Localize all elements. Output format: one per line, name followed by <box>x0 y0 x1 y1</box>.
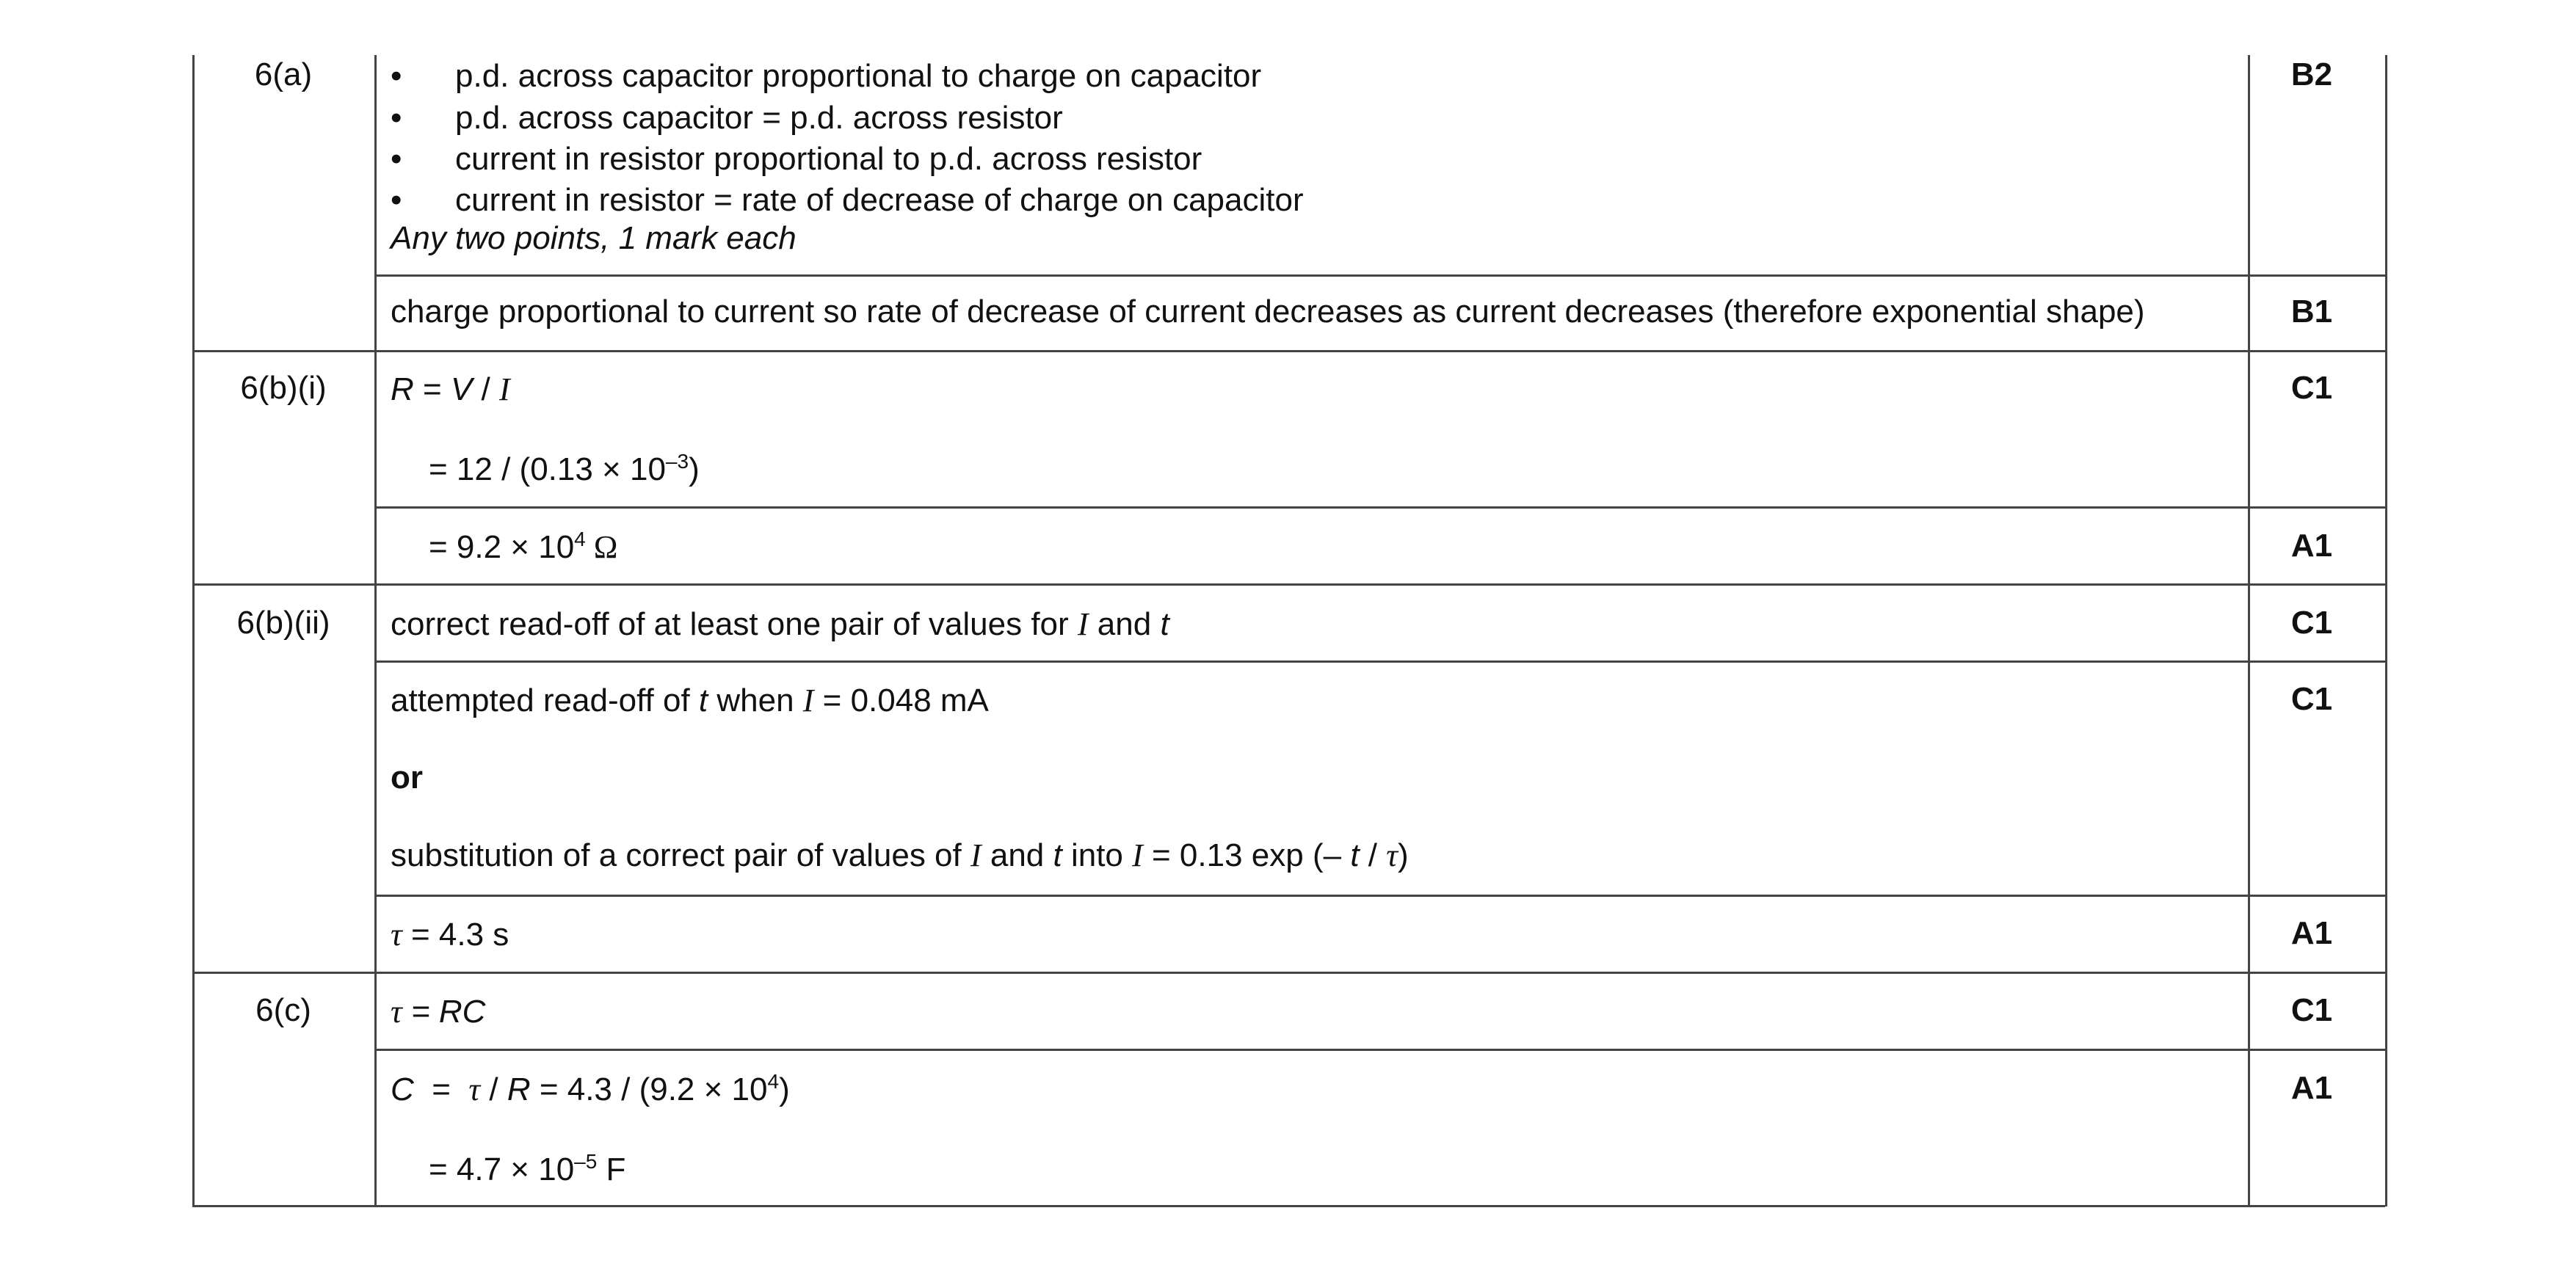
table-border-right <box>2385 55 2387 1206</box>
row-divider <box>192 583 2385 586</box>
mark-code: A1 <box>2290 1070 2333 1106</box>
answer-line: = $9.2 \times 10^4$ Ω <box>429 528 618 565</box>
equation-time-constant: τ = RC <box>391 994 486 1030</box>
bullet-glyph: • <box>391 182 402 218</box>
bullet-point: p.d. across capacitor proportional to charge on capacitor <box>455 58 1262 94</box>
row-divider <box>192 350 2385 352</box>
bullet-glyph: • <box>391 100 402 136</box>
question-number: 6(a) <box>254 57 313 92</box>
row-divider <box>374 274 2385 277</box>
mark-code: C1 <box>2290 992 2333 1028</box>
answer-line: τ = 4.3 s <box>391 917 509 953</box>
answer-line: = $4.7 \times 10^{-5}$ F <box>429 1150 626 1187</box>
mark-code: A1 <box>2290 915 2333 951</box>
marking-note: Any two points, 1 mark each <box>391 220 797 256</box>
mark-code: C1 <box>2290 370 2333 406</box>
substitution-line: = $12 / (0.13 \times 10^{-3})$ <box>429 450 700 487</box>
mark-scheme-table <box>192 0 2385 1206</box>
mark-code: B2 <box>2290 57 2333 92</box>
row-divider <box>192 972 2385 974</box>
row-divider <box>374 660 2385 663</box>
mark-code: A1 <box>2290 528 2333 564</box>
column-divider-question <box>374 55 377 1206</box>
question-number: 6(b)(i) <box>240 370 327 406</box>
bullet-point: current in resistor proportional to p.d. across resistor <box>455 141 1202 177</box>
bullet-point: current in resistor = rate of decrease of charge on capacitor <box>455 182 1304 218</box>
bullet-glyph: • <box>391 58 402 94</box>
equation-capacitance: $C = \tau / R = 4.3 / (9.2 \times 10^4)$ <box>391 1070 790 1107</box>
bullet-point: p.d. across capacitor = p.d. across resistor <box>455 100 1063 136</box>
bullet-glyph: • <box>391 141 402 177</box>
row-divider <box>374 506 2385 509</box>
mark-code: C1 <box>2290 605 2333 641</box>
answer-line: correct read-off of at least one pair of values for I and t <box>391 606 1169 642</box>
mark-code: B1 <box>2290 294 2333 330</box>
row-divider <box>374 1049 2385 1051</box>
question-number: 6(b)(ii) <box>236 605 330 641</box>
answer-line: charge proportional to current so rate of decrease of current decreases as current decreases (therefore exponential shape) <box>391 294 2145 330</box>
table-border-bottom <box>192 1205 2385 1207</box>
alternative-or: or <box>391 760 423 796</box>
answer-line: attempted read-off of t when I = 0.048 mA <box>391 683 989 718</box>
question-number: 6(c) <box>255 992 311 1028</box>
row-divider <box>374 895 2385 897</box>
mark-code: C1 <box>2290 681 2333 717</box>
answer-line: substitution of a correct pair of values of I and t into I = 0.13 exp (– t / τ) <box>391 837 1409 873</box>
equation-resistance: R = V / I <box>391 371 510 407</box>
